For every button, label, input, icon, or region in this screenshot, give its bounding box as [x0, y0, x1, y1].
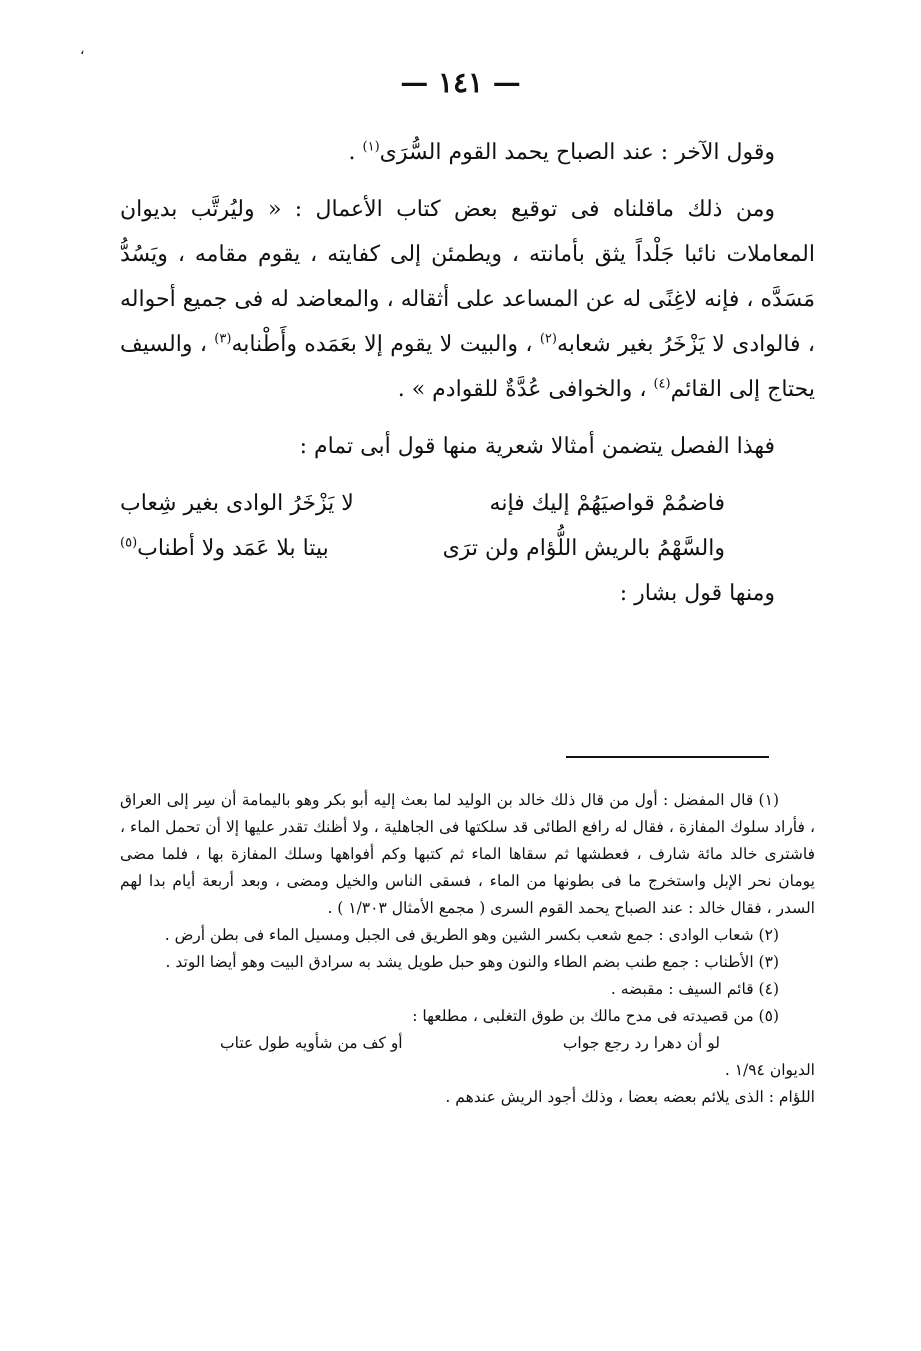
- footnote-2: (٢) شعاب الوادى : جمع شعب بكسر الشين وهو الطريق فى الجبل ومسيل الماء فى بطن أرض .: [164, 926, 779, 944]
- footnote-ref-2: (٢): [539, 331, 557, 347]
- footnote-5: (٥) من قصيدته فى مدح مالك بن طوق التغلبى ، مطلعها :: [412, 1007, 779, 1025]
- verse-1-first-hemistich: فاضمُمْ قواصيَهُمْ إليك فإنه: [489, 491, 725, 516]
- footnote-3: (٣) الأطناب : جمع طنب بضم الطاء والنون وهو حبل طويل يشد به سرادق البيت وهو أيضا الوتد .: [165, 953, 779, 971]
- verse-2-first-hemistich: والسَّهْمُ بالريش اللُّؤام ولن ترَى: [442, 536, 725, 561]
- corner-mark: ،: [80, 42, 85, 58]
- paragraph-intro-verse: فهذا الفصل يتضمن أمثالا شعرية منها قول أبى تمام :: [299, 434, 775, 459]
- footnote-1: (١) قال المفضل : أول من قال ذلك خالد بن الوليد لما بعث إليه أبو بكر وهو باليمامة أن سِر إلى العراق ، فأراد سلوك المفازة ، فقال له رافع الطائى قد سلكتها فى الجاهلية ، ولا أظنك تقدر عليها إلا أن تحمل الماء ، فاشترى خالد مائة شارف ، فعطشها ثم سقاها الماء ثم كتبها وكم أفواهها وسلك المفازة بها ، فلما مضى يومان نحر الإبل واستخرج ما فى بطونها من الماء ، فسقى الناس والخيل ومضى ، وبعد أربعة أيام بدا لهم السدر ، فقال خالد : عند الصباح يحمد القوم السرى ( مجمع الأمثال ١/٣٠٣ ) .: [120, 791, 815, 917]
- footnote-5-first-hemistich: لو أن دهرا رد رجع جواب: [562, 1034, 720, 1052]
- footnotes: [120, 787, 815, 1111]
- verse-1-second-hemistich: لا يَزْخَرُ الوادى بغير شِعاب: [120, 491, 354, 516]
- footnote-5-source: الديوان ١/٩٤ .: [724, 1061, 815, 1079]
- footnote-ref-1: (١): [362, 139, 380, 155]
- verse-2-second-hemistich: بيتا بلا عَمَد ولا أطناب$^{(٥)}$: [120, 535, 329, 561]
- footnote-5-second-hemistich: أو كف من شأويه طول عتاب: [220, 1034, 403, 1052]
- verse-line-2: [120, 526, 815, 571]
- footnote-4: (٤) قائم السيف : مقبضه .: [610, 980, 779, 998]
- paragraph-bashshar: ومنها قول بشار :: [619, 581, 775, 606]
- footnote-ref-4: (٤): [653, 376, 671, 392]
- footnote-5-gloss: اللؤام : الذى يلائم بعضه بعضا ، وذلك أجود الريش عندهم .: [445, 1088, 815, 1106]
- footnote-5-verse: [220, 1030, 815, 1057]
- verse-line-1: [120, 481, 815, 526]
- paragraph-quote: وقول الآخر : عند الصباح يحمد القوم السُّرَى$^{(١)}$ .: [348, 139, 775, 165]
- paragraph-tawqi: ومن ذلك ماقلناه فى توقيع بعض كتاب الأعمال : « وليُرتَّب بديوان المعاملات نائبا جَلْداً يثق بأمانته ، ويطمئن إلى كفايته ، يقوم مقامه ، ويَسُدُّ مَسَدَّه ، فإنه لاغِنًى له عن المساعد على أثقاله ، والمعاضد له فى جميع أحواله ، فالوادى لا يَزْخَرُ بغير شعابه$^{(٢)}$ ، والبيت لا يقوم إلا بعَمَده وأَطْنابه$^{(٣)}$ ، والسيف يحتاج إلى القائم$^{(٤)}$ ، والخوافى عُدَّةٌ للقوادم » .: [120, 197, 815, 402]
- footnote-separator: [566, 756, 769, 758]
- page-number: — ١٤١ —: [400, 66, 521, 99]
- footnote-ref-3: (٣): [214, 331, 232, 347]
- main-text: [120, 130, 815, 616]
- footnote-ref-5: (٥): [120, 535, 138, 551]
